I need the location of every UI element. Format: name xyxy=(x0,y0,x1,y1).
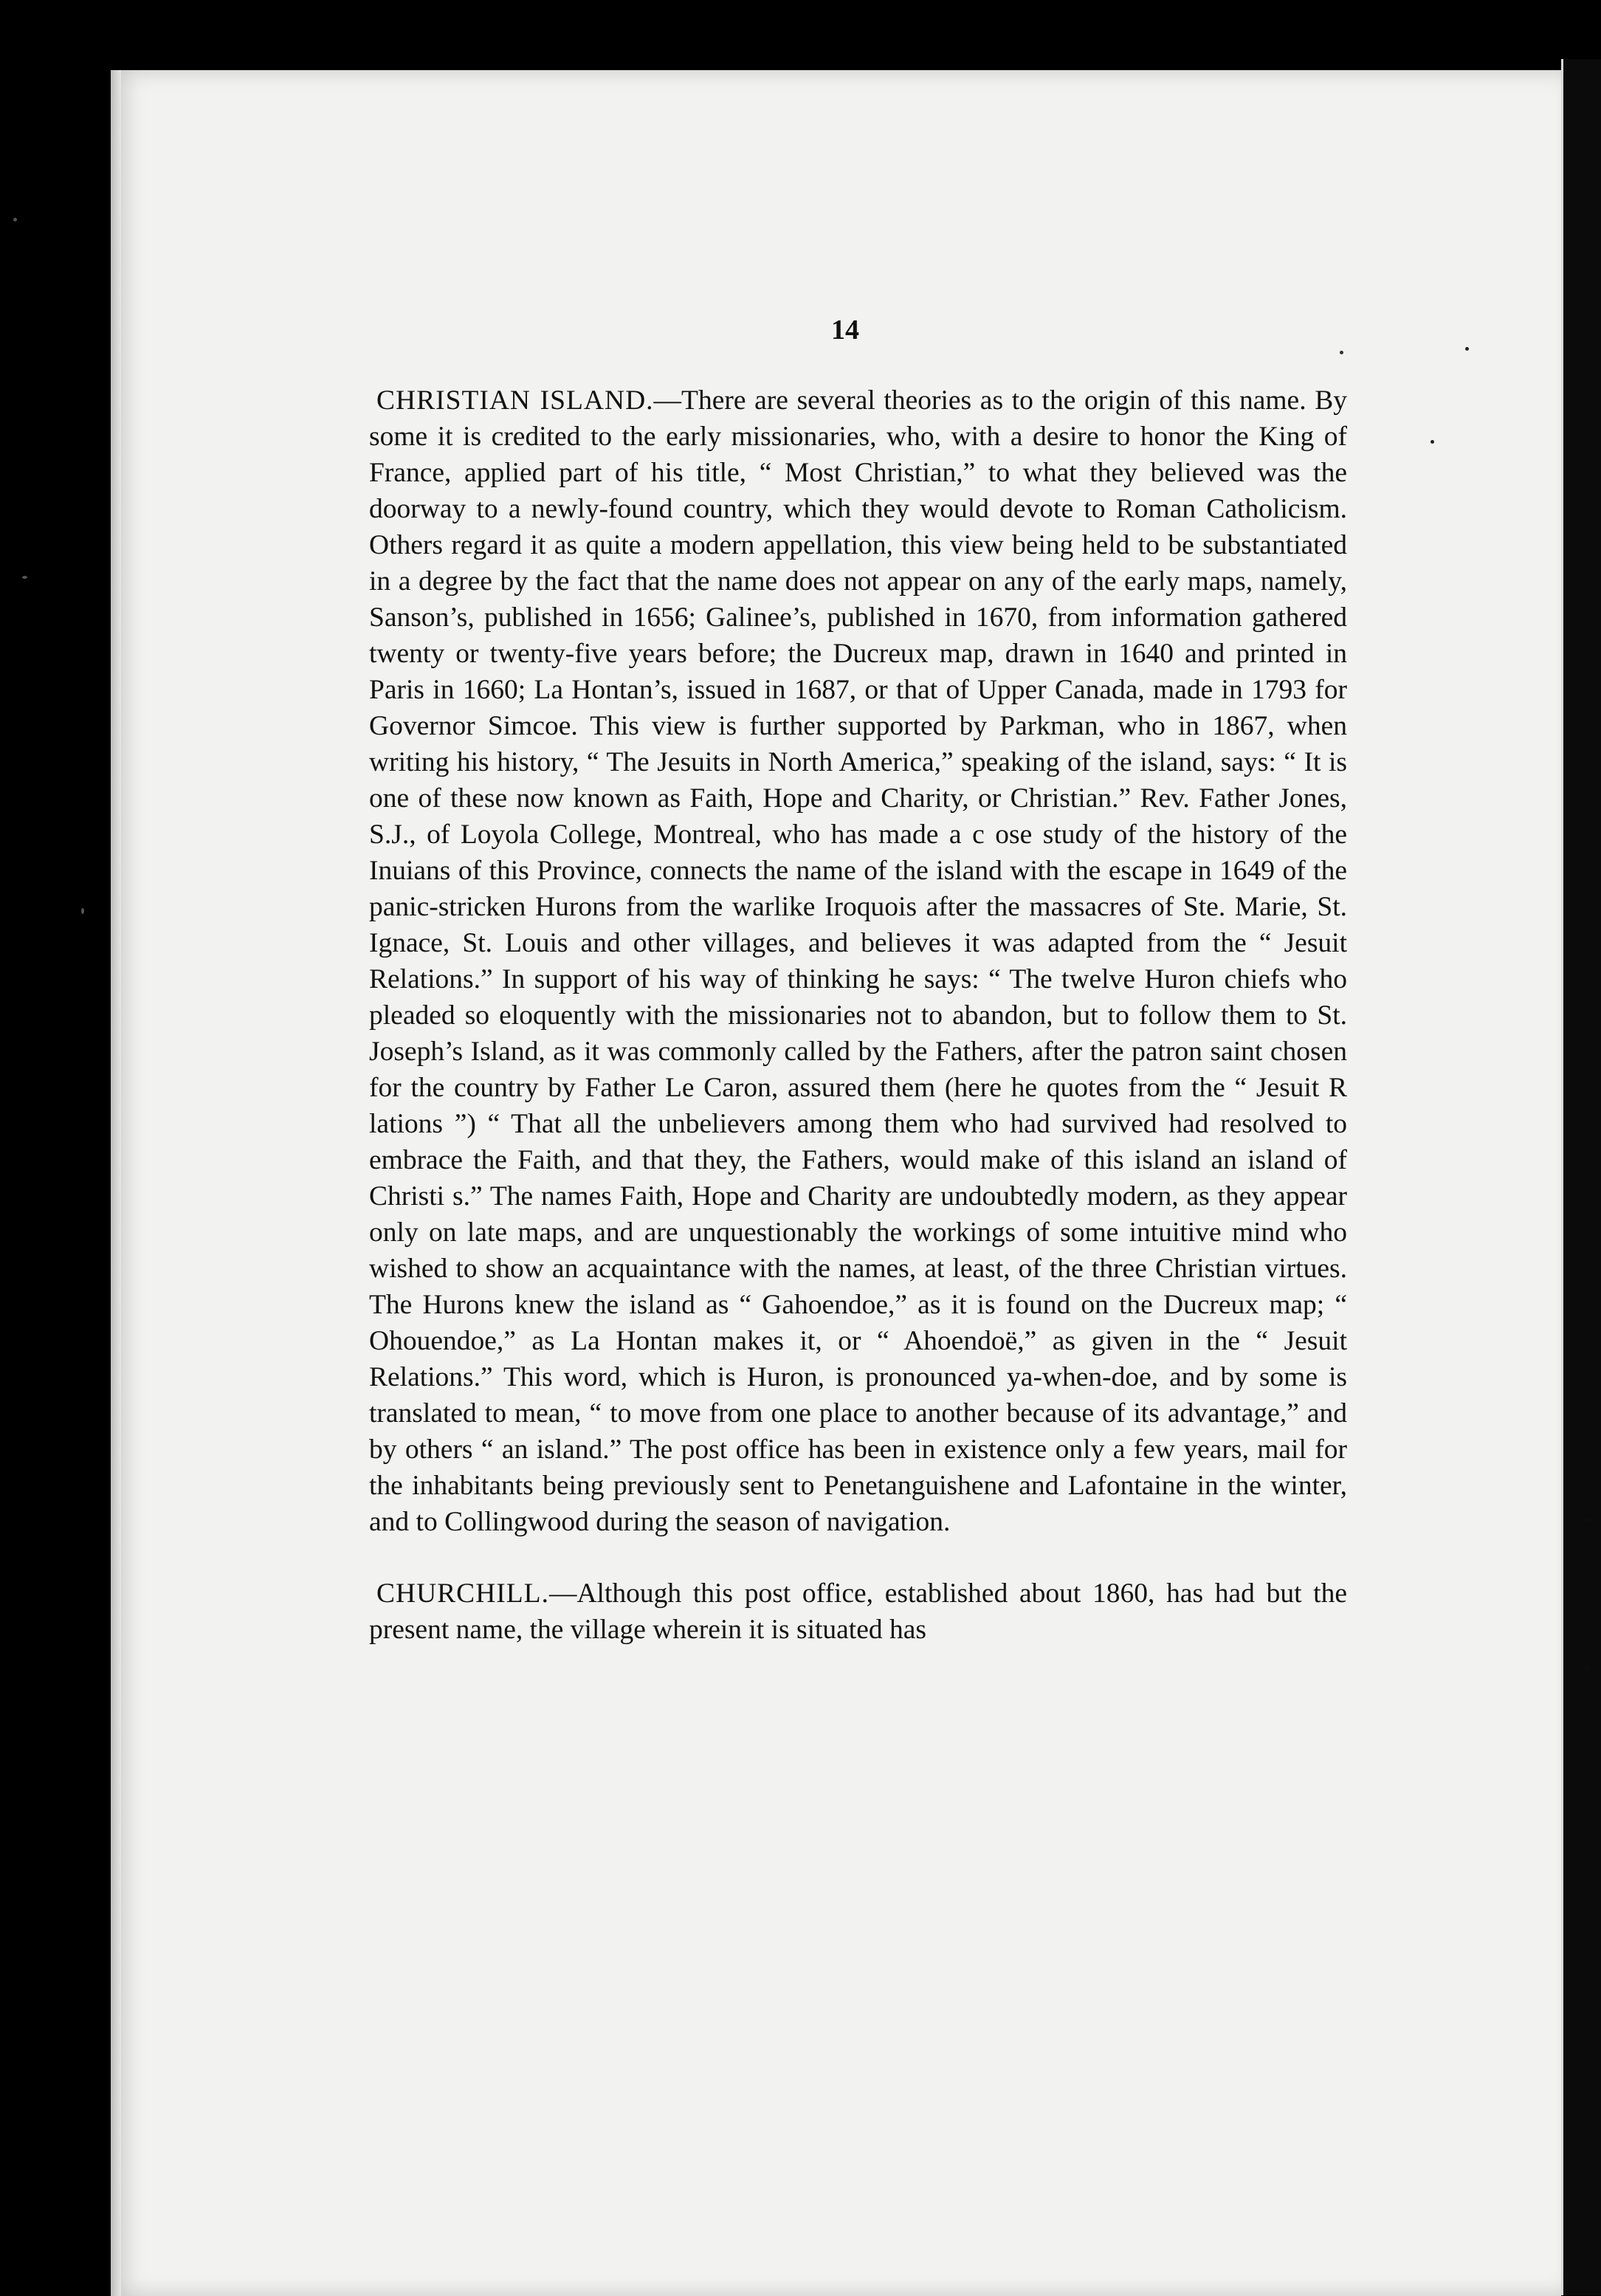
adjacent-page-edge xyxy=(1561,59,1601,2295)
scan-speck xyxy=(81,908,84,914)
margin-mark xyxy=(1584,1665,1590,1671)
paragraph-christian-island xyxy=(369,382,1347,1540)
scan-speck xyxy=(22,576,27,579)
scan-speck xyxy=(13,218,17,221)
entry-heading: CHRISTIAN ISLAND. xyxy=(376,385,654,416)
body-text xyxy=(369,382,1347,1648)
margin-mark xyxy=(1584,1517,1590,1523)
scan-speck xyxy=(1430,440,1434,444)
entry-text: —There are several theories as to the origin of this name. By some it is credited to the early missionaries, who, with a desire to honor the King of France, applied part of his title, “ Most Christian,” to what they believed was the doorway to a newly-found country, which they would devote to Roman Catholicism. Others regard it as quite a modern appellation, this view being held to be substantiated in a degree by the fact that the name does not appear on any of the early maps, namely, Sanson’s, published in 1656; Galinee’s, published in 1670, from information gathered twenty or twenty-five years before; the Ducreux map, drawn in 1640 and printed in Paris in 1660; La Hontan’s, issued in 1687, or that of Upper Canada, made in 1793 for Governor Simcoe. This view is further supported by Parkman, who in 1867, when writing his history, “ The Jesuits in North America,” speaking of the island, says: “ It is one of these now known as Faith, Hope and Charity, or Christian.” Rev. Father Jones, S.J., of Loyola College, Montreal, who has made a c ose study of the history of the Inuians of this Province, connects the name of the island with the escape in 1649 of the panic-stricken Hurons from the warlike Iroquois after the massacres of Ste. Marie, St. Ignace, St. Louis and other villages, and believes it was adapted from the “ Jesuit Relations.” In support of his way of thinking he says: “ The twelve Huron chiefs who pleaded so eloquently with the missionaries not to abandon, but to follow them to St. Joseph’s Island, as it was commonly called by the Fathers, after the patron saint chosen for the country by Father Le Caron, assured them (here he quotes from the “ Jesuit R lations ”) “ That all the unbelievers among them who had survived had resolved to embrace the Faith, and that they, the Fathers, would make of this island an island of Christi s.” The names Faith, Hope and Charity are undoubtedly modern, as they appear only on late maps, and are unquestionably the workings of some intuitive mind who wished to show an acquaintance with the names, at least, of the three Christian virtues. The Hurons knew the island as “ Gahoendoe,” as it is found on the Ducreux map; “ Ohouendoe,” as La Hontan makes it, or “ Ahoendoë,” as given in the “ Jesuit Relations.” This word, which is Huron, is pronounced ya-when-doe, and by some is translated to mean, “ to move from one place to another because of its advantage,” and by others “ an island.” The post office has been in existence only a few years, mail for the inhabitants being previously sent to Penetanguishene and Lafontaine in the winter, and to Collingwood during the season of navigation. xyxy=(369,385,1347,1537)
page-binding-shadow xyxy=(111,70,121,2296)
scan-speck xyxy=(1465,347,1469,351)
page-number: 14 xyxy=(831,315,859,346)
paragraph-churchill xyxy=(369,1575,1347,1648)
entry-text: —Although this post office, established about 1860, has had but the present name, the village wherein it is situated has xyxy=(369,1578,1347,1645)
entry-heading: CHURCHILL. xyxy=(376,1578,549,1609)
scan-speck xyxy=(1340,351,1343,354)
